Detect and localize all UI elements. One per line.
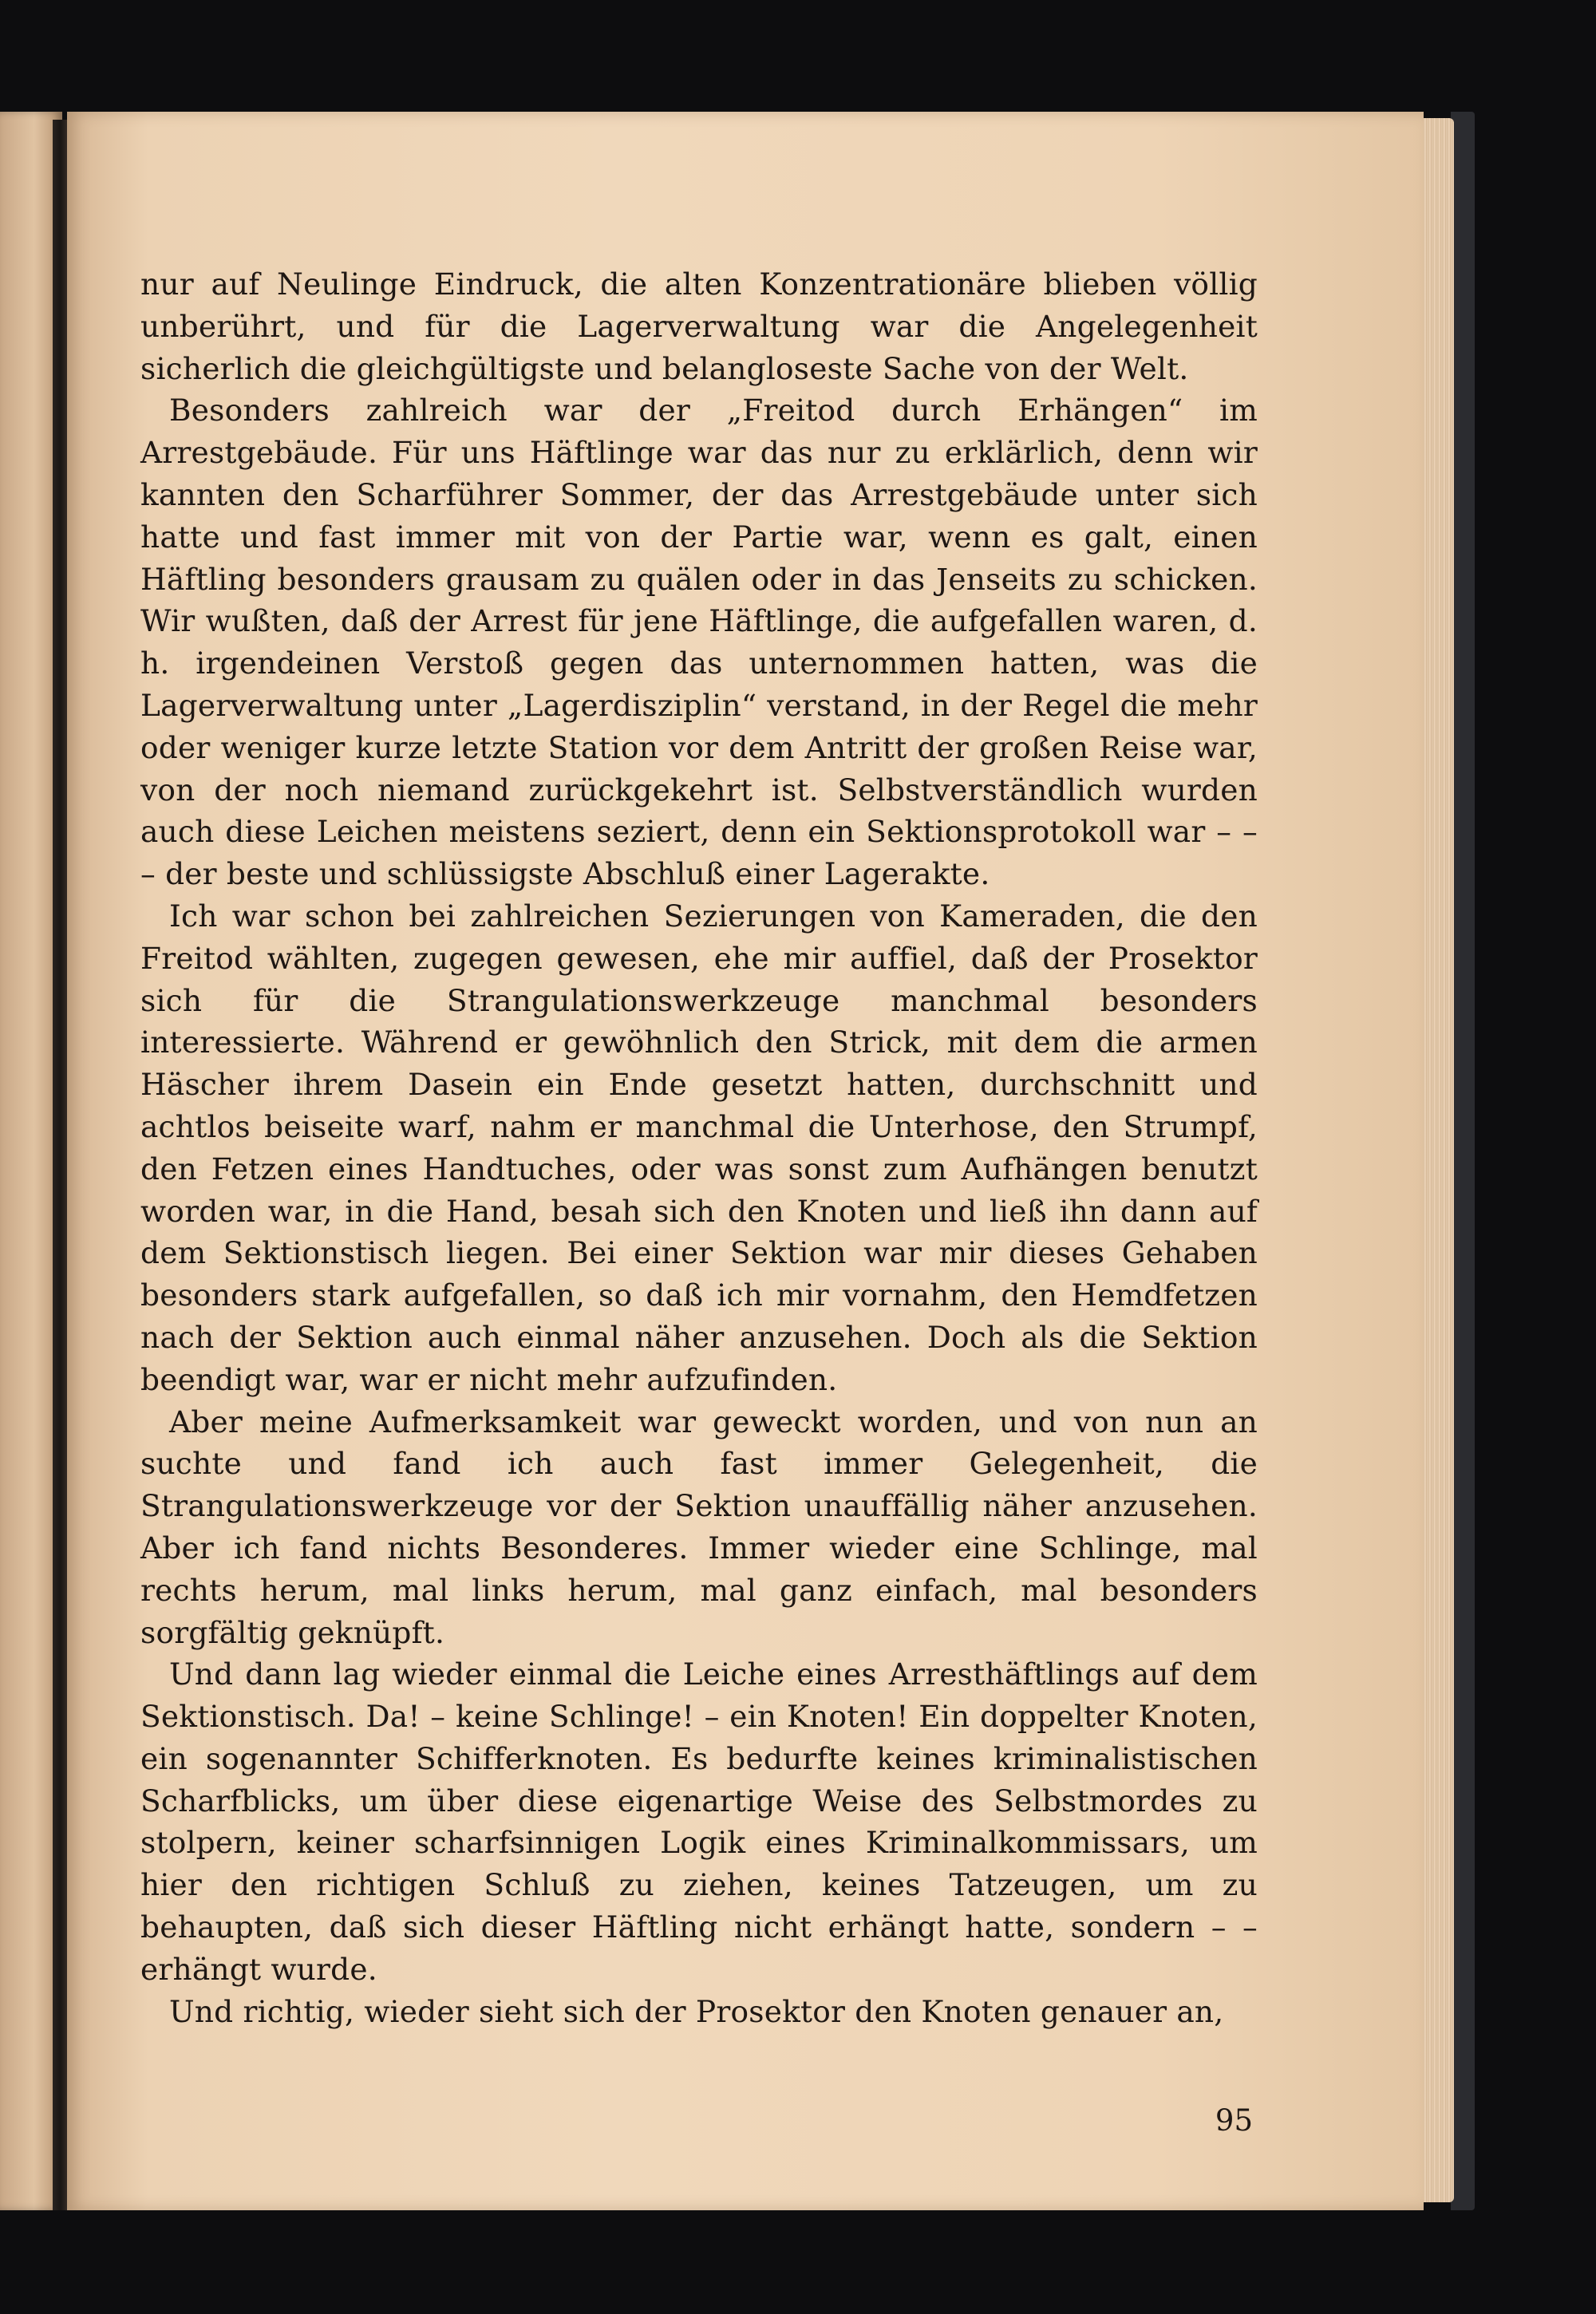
page-number: 95 [1215,2103,1253,2138]
book-cover-edge [1451,112,1475,2210]
book-page [67,112,1424,2210]
paragraph-4: Aber meine Aufmerksamkeit war geweckt worden, und von nun an suchte und fand ich auch fast immer Gelegenheit, die Strangulationswerkzeuge vor der Sektion unauffällig näher anzusehen. Aber ich fand nichts Besonderes. Immer wieder eine Schlinge, mal rechts herum, mal links herum, mal ganz einfach, mal besonders sorgfältig geknüpft. [140,1404,1258,1650]
paragraph-3: Ich war schon bei zahlreichen Sezierungen von Kameraden, die den Freitod wählten, zugegen gewesen, ehe mir auffiel, daß der Prosektor sich für die Strangulationswerkzeuge manchmal besonders interessierte. Während er gewöhnlich den Strick, mit dem die armen Häscher ihrem Dasein ein Ende gesetzt hatten, durchschnitt und achtlos beiseite warf, nahm er manchmal die Unterhose, den Strumpf, den Fetzen eines Handtuches, oder was sonst zum Aufhängen benutzt worden war, in die Hand, besah sich den Knoten und ließ ihn dann auf dem Sektionstisch liegen. Bei einer Sektion war mir dieses Gehaben besonders stark aufgefallen, so daß ich mir vornahm, den Hemdfetzen nach der Sektion auch einmal näher anzusehen. Doch als die Sektion beendigt war, war er nicht mehr aufzufinden. [140,898,1258,1397]
paragraph-5: Und dann lag wieder einmal die Leiche eines Arresthäftlings auf dem Sektionstisch. Da! – keine Schlinge! – ein Knoten! Ein doppelter Knoten, ein sogenannter Schifferknoten. Es bedurfte keines kriminalistischen Scharfblicks, um über diese eigenartige Weise des Selbstmordes zu stolpern, keiner scharfsinnigen Logik eines Kriminalkommissars, um hier den richtigen Schluß zu ziehen, keines Tatzeugen, um zu behaupten, daß sich dieser Häftling nicht erhängt hatte, sondern – – erhängt wurde. [140,1657,1258,1987]
book-gutter [53,120,69,2210]
body-text [140,263,1258,2032]
paragraph-1: nur auf Neulinge Eindruck, die alten Konzentrationäre blieben völlig unberührt, und für die Lagerverwaltung war die Angelegenheit sicherlich die gleichgültigste und belangloseste Sache von der Welt. [140,267,1258,386]
paragraph-2: Besonders zahlreich war der „Freitod durch Erhängen“ im Arrestgebäude. Für uns Häftlinge war das nur zu erklärlich, denn wir kannten den Scharführer Sommer, der das Arrestgebäude unter sich hatte und fast immer mit von der Partie war, wenn es galt, einen Häftling besonders grausam zu quälen oder in das Jenseits zu schicken. Wir wußten, daß der Arrest für jene Häftlinge, die aufgefallen waren, d. h. irgendeinen Verstoß gegen das unternommen hatten, was die Lagerverwaltung unter „Lagerdisziplin“ verstand, in der Regel die mehr oder weniger kurze letzte Station vor dem Antritt der großen Reise war, von der noch niemand zurückgekehrt ist. Selbstverständlich wurden auch diese Leichen meistens seziert, denn ein Sektionsprotokoll war – – – der beste und schlüssigste Abschluß einer Lagerakte. [140,393,1258,892]
paragraph-6: Und richtig, wieder sieht sich der Prosektor den Knoten genauer an, [169,1993,1224,2029]
